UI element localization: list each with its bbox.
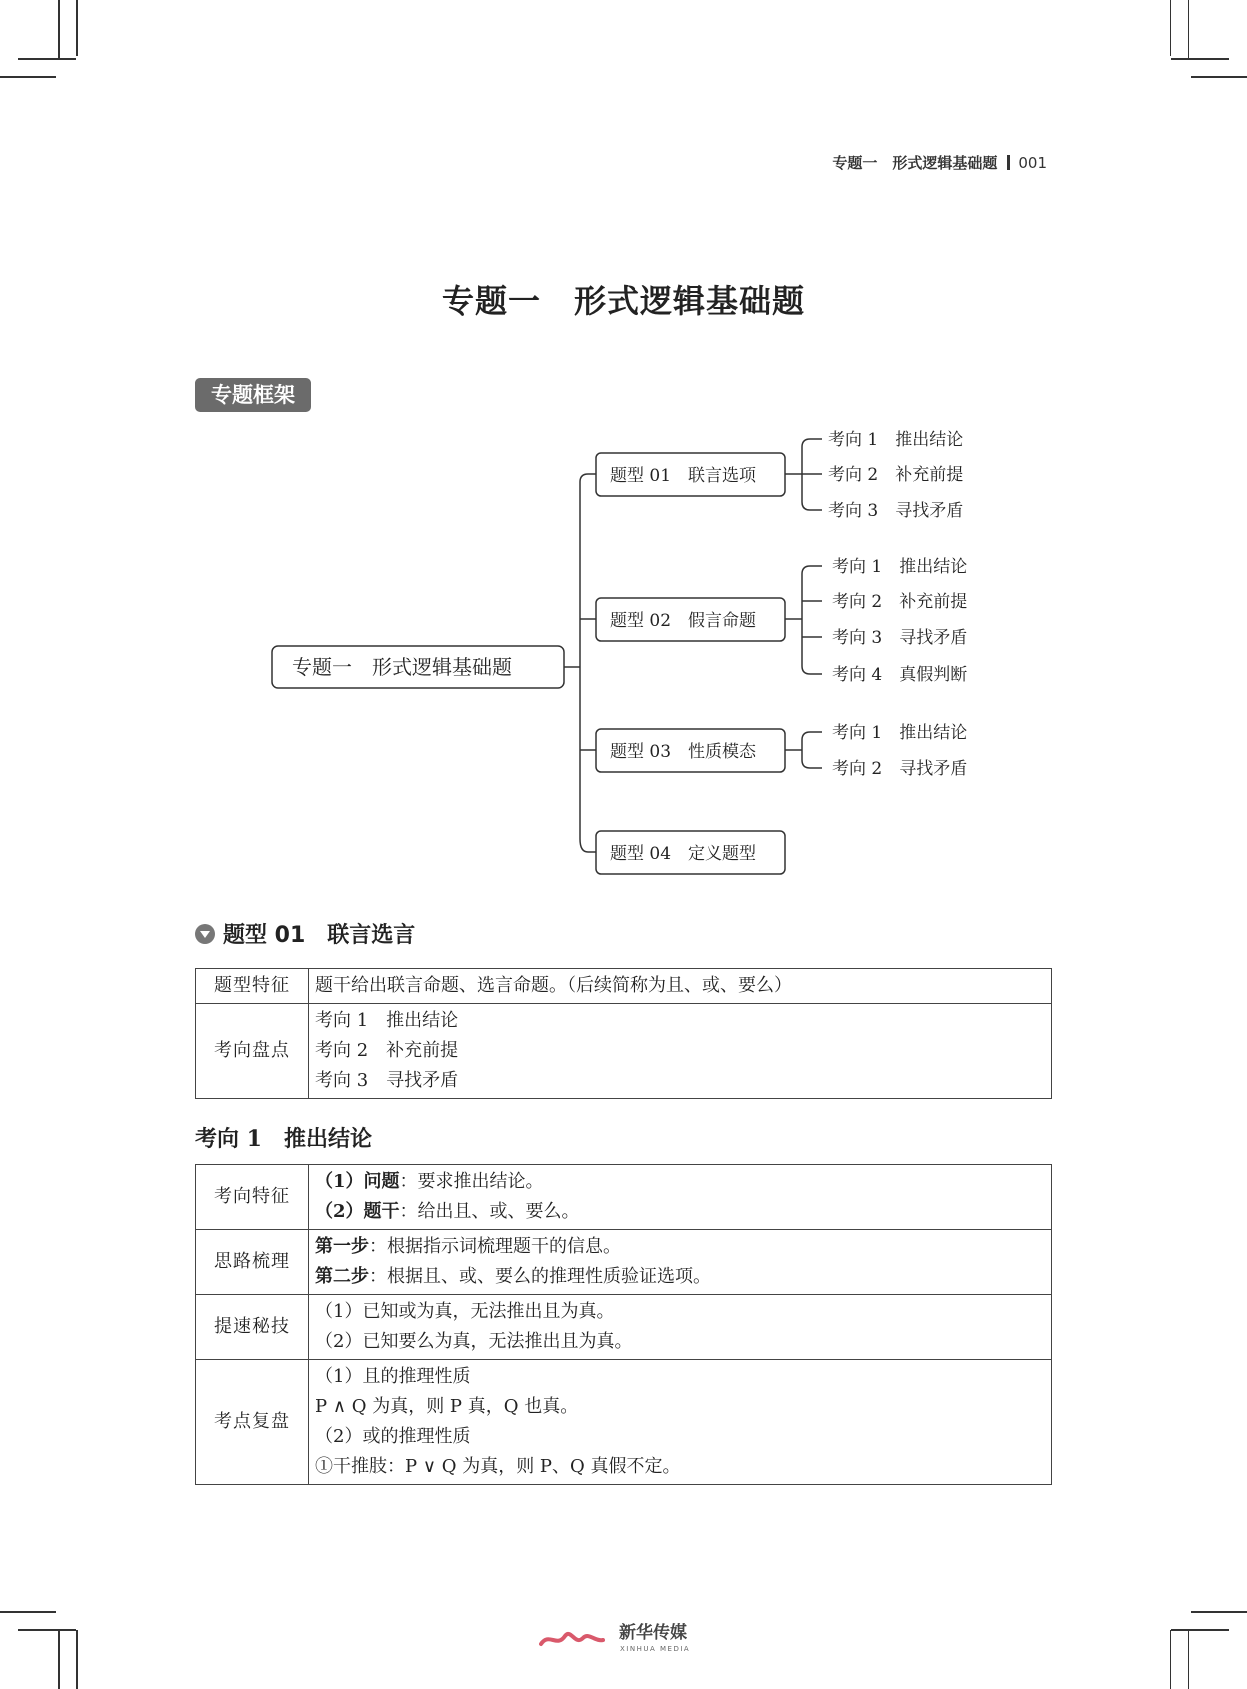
thinking-cell <box>309 1230 1052 1295</box>
collapse-triangle-icon <box>195 924 215 944</box>
thinking-line-prefix: 第一步 <box>315 1236 369 1257</box>
review-line: ①干推肢：P ∨ Q 为真，则 P、Q 真假不定。 <box>315 1456 681 1477</box>
thinking-line-prefix: 第二步 <box>315 1266 369 1287</box>
tips-label: 提速秘技 <box>196 1295 309 1360</box>
thinking-line-text: ：根据指示词梳理题干的信息。 <box>369 1236 621 1257</box>
logo-brand-en: XINHUA MEDIA <box>619 1645 690 1653</box>
mind-map-connector <box>580 839 596 852</box>
detail-table <box>195 1164 1052 1485</box>
mind-map-type-label: 题型 02 假言命题 <box>610 611 757 631</box>
running-header-section: 专题一 形式逻辑基础题 <box>832 154 998 172</box>
mind-map-type-label: 题型 03 性质模态 <box>610 742 757 762</box>
section-heading-text: 题型 01 联言选言 <box>223 923 416 948</box>
features-label: 考向特征 <box>196 1165 309 1230</box>
mind-map-type-label: 题型 04 定义题型 <box>610 844 757 864</box>
mind-map-connector <box>802 732 822 740</box>
table-row <box>196 1004 1052 1099</box>
logo-swoosh-icon <box>541 1634 603 1644</box>
thinking-line-text: ：根据且、或、要么的推理性质验证选项。 <box>369 1266 711 1287</box>
review-line: P ∧ Q 为真，则 P 真，Q 也真。 <box>315 1396 579 1417</box>
section-tag: 专题框架 <box>195 378 311 412</box>
overview-feature-label: 题型特征 <box>196 969 309 1004</box>
table-row <box>196 969 1052 1004</box>
features-line <box>315 1197 1045 1227</box>
features-line <box>315 1167 1045 1197</box>
overview-direction-item: 考向 1 推出结论 <box>315 1010 459 1031</box>
page-title: 专题一 形式逻辑基础题 <box>441 282 805 320</box>
features-line-prefix: （2）题干 <box>315 1201 400 1222</box>
section-heading <box>195 918 415 949</box>
tips-line: （1）已知或为真，无法推出且为真。 <box>315 1301 615 1322</box>
mind-map-connector <box>580 474 596 482</box>
mind-map-direction-label: 考向 1 推出结论 <box>832 557 968 577</box>
mind-map-connector <box>802 566 822 574</box>
mind-map-connector <box>802 666 822 674</box>
overview-directions-cell <box>309 1004 1052 1099</box>
review-line: （2）或的推理性质 <box>315 1426 471 1447</box>
logo-brand-cn: 新华传媒 <box>618 1623 687 1643</box>
direction-heading: 考向 1 推出结论 <box>195 1126 372 1152</box>
footer-logo <box>0 1618 1247 1662</box>
tips-line: （2）已知要么为真，无法推出且为真。 <box>315 1331 633 1352</box>
overview-directions-label: 考向盘点 <box>196 1004 309 1099</box>
xinhua-media-logo <box>539 1618 709 1658</box>
crop-mark <box>1191 1611 1247 1613</box>
mind-map-direction-label: 考向 1 推出结论 <box>832 723 968 743</box>
mind-map-connector <box>802 439 822 447</box>
mind-map-connector <box>802 502 822 510</box>
mind-map-direction-label: 考向 3 寻找矛盾 <box>828 501 964 521</box>
mind-map-direction-label: 考向 2 寻找矛盾 <box>832 759 968 779</box>
mind-map-direction-label: 考向 1 推出结论 <box>828 430 964 450</box>
page-number: 001 <box>1018 154 1047 172</box>
table-row <box>196 1165 1052 1230</box>
mind-map-direction-label: 考向 4 真假判断 <box>832 665 968 685</box>
mind-map-connector <box>802 760 822 768</box>
features-line-prefix: （1）问题 <box>315 1171 400 1192</box>
mind-map-direction-label: 考向 3 寻找矛盾 <box>832 628 968 648</box>
tips-cell <box>309 1295 1052 1360</box>
overview-table <box>195 968 1052 1099</box>
mind-map-type-label: 题型 01 联言选项 <box>610 466 757 486</box>
review-cell <box>309 1360 1052 1485</box>
table-row <box>196 1360 1052 1485</box>
mind-map-direction-label: 考向 2 补充前提 <box>828 465 964 485</box>
review-line: （1）且的推理性质 <box>315 1366 471 1387</box>
features-line-text: ：要求推出结论。 <box>399 1171 544 1192</box>
features-line-text: ：给出且、或、要么。 <box>399 1201 580 1222</box>
features-cell <box>309 1165 1052 1230</box>
table-row <box>196 1230 1052 1295</box>
crop-mark <box>0 1611 56 1613</box>
table-row <box>196 1295 1052 1360</box>
overview-direction-item: 考向 3 寻找矛盾 <box>315 1070 459 1091</box>
thinking-line <box>315 1262 1045 1292</box>
overview-direction-item: 考向 2 补充前提 <box>315 1040 459 1061</box>
mind-map-direction-label: 考向 2 补充前提 <box>832 592 968 612</box>
mind-map-root-label: 专题一 形式逻辑基础题 <box>292 655 512 679</box>
overview-feature-text: 题干给出联言命题、选言命题。（后续简称为且、或、要么） <box>309 969 1052 1004</box>
thinking-line <box>315 1232 1045 1262</box>
thinking-label: 思路梳理 <box>196 1230 309 1295</box>
review-label: 考点复盘 <box>196 1360 309 1485</box>
